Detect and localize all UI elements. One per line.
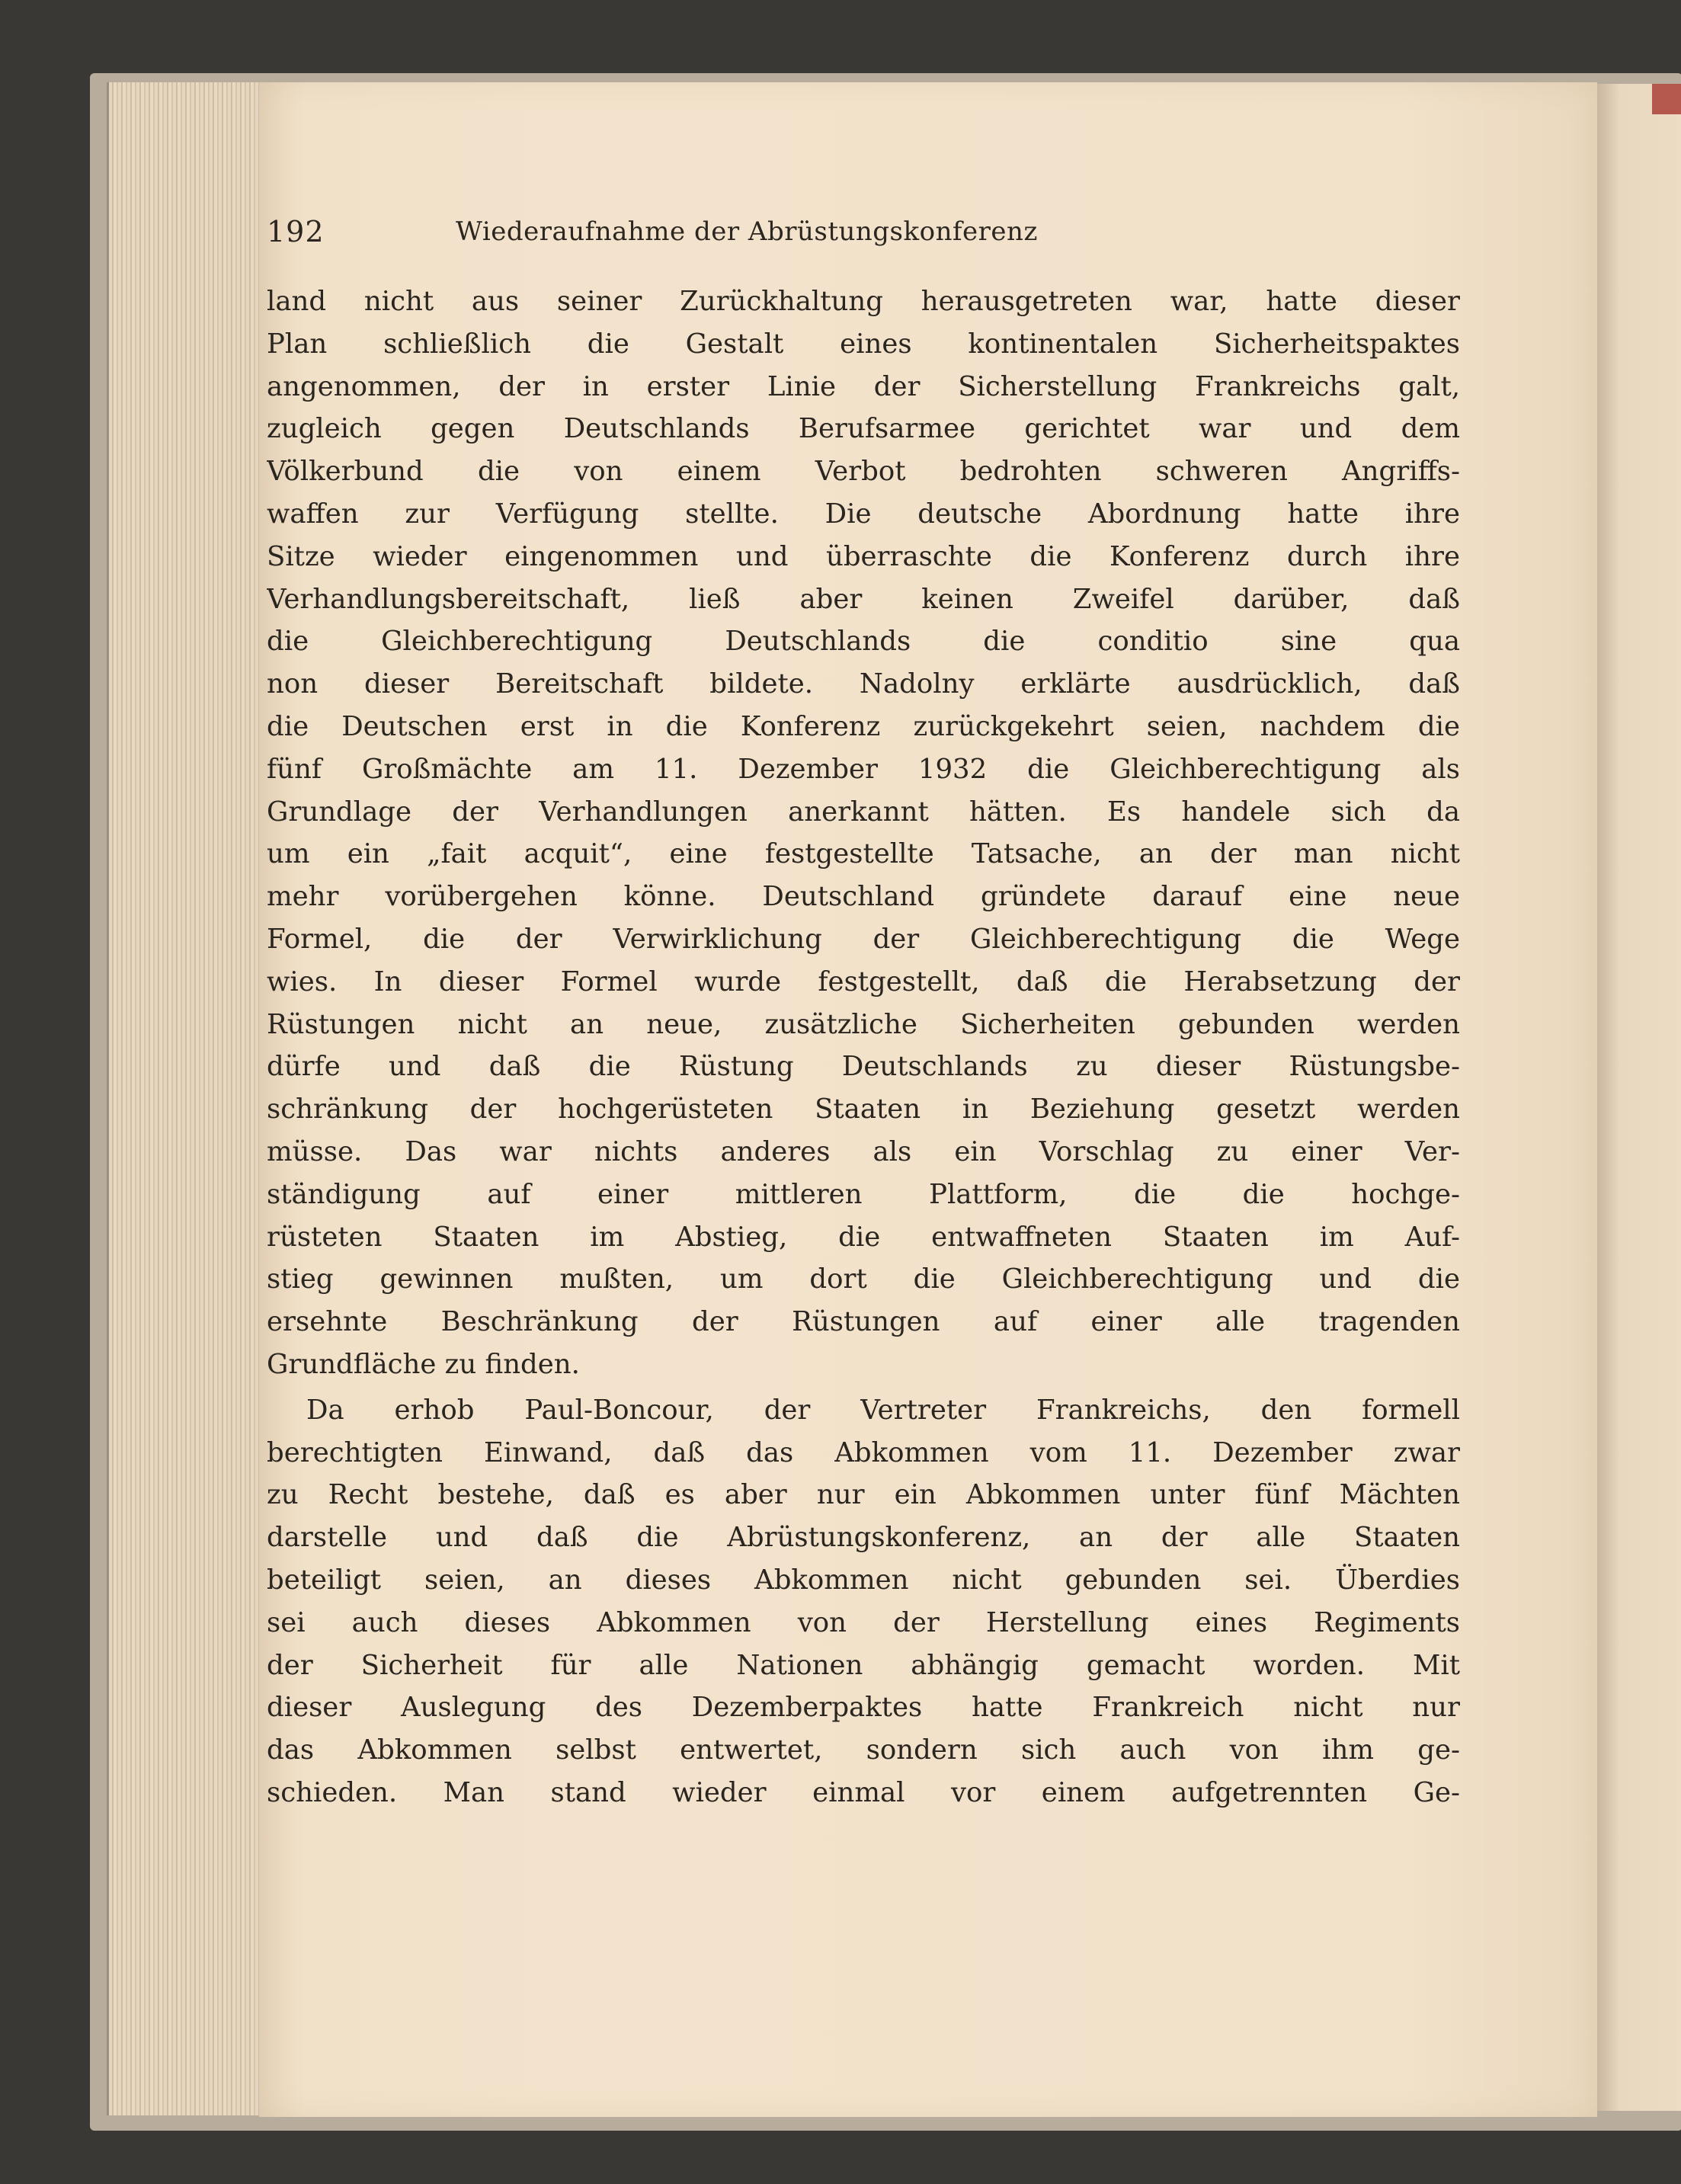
red-page-marker: [1652, 84, 1681, 114]
text-line: Verhandlungsbereitschaft, ließ aber keinen Zweifel darüber, daß: [267, 583, 1460, 615]
text-line: mehr vorübergehen könne. Deutschland gründete darauf eine neue: [267, 881, 1460, 913]
text-line: das Abkommen selbst entwertet, sondern sich auch von ihm ge-: [267, 1734, 1460, 1766]
paragraph-1: [267, 280, 1460, 1386]
text-line: schieden. Man stand wieder einmal vor einem aufgetrennten Ge-: [267, 1776, 1460, 1808]
text-line: sei auch dieses Abkommen von der Herstellung eines Regiments: [267, 1606, 1460, 1638]
paragraph-2: [267, 1389, 1460, 1814]
text-line: die Gleichberechtigung Deutschlands die conditio sine qua: [267, 626, 1460, 658]
text-line: non dieser Bereitschaft bildete. Nadolny erklärte ausdrücklich, daß: [267, 668, 1460, 700]
text-line: darstelle und daß die Abrüstungskonferenz, an der alle Staaten: [267, 1522, 1460, 1554]
text-line: ständigung auf einer mittleren Plattform, die die hochge-: [267, 1178, 1460, 1210]
text-line: Grundfläche zu finden.: [267, 1348, 580, 1380]
page-header: [267, 215, 1318, 261]
text-line: Sitze wieder eingenommen und überraschte die Konferenz durch ihre: [267, 540, 1460, 572]
text-line: Völkerbund die von einem Verbot bedrohten schweren Angriffs-: [267, 456, 1460, 488]
stacked-page-edges: [107, 82, 269, 2115]
text-line: land nicht aus seiner Zurückhaltung herausgetreten war, hatte dieser: [267, 286, 1460, 317]
running-title: Wiederaufnahme der Abrüstungskonferenz: [456, 216, 1038, 247]
text-line: zu Recht bestehe, daß es aber nur ein Abkommen unter fünf Mächten: [267, 1479, 1460, 1511]
text-line: schränkung der hochgerüsteten Staaten in Beziehung gesetzt werden: [267, 1094, 1460, 1126]
text-line: Da erhob Paul-Boncour, der Vertreter Frankreichs, den formell: [306, 1394, 1460, 1426]
text-line: zugleich gegen Deutschlands Berufsarmee gerichtet war und dem: [267, 413, 1460, 445]
text-line: beteiligt seien, an dieses Abkommen nicht gebunden sei. Überdies: [267, 1564, 1460, 1596]
text-line: die Deutschen erst in die Konferenz zurückgekehrt seien, nachdem die: [267, 710, 1460, 742]
text-line: Plan schließlich die Gestalt eines kontinentalen Sicherheitspaktes: [267, 328, 1460, 360]
text-line: Grundlage der Verhandlungen anerkannt hätten. Es handele sich da: [267, 796, 1460, 828]
text-line: Formel, die der Verwirklichung der Gleichberechtigung die Wege: [267, 923, 1460, 955]
text-line: dieser Auslegung des Dezemberpaktes hatte Frankreich nicht nur: [267, 1692, 1460, 1724]
facing-page-edge: [1596, 84, 1681, 2111]
text-line: stieg gewinnen mußten, um dort die Gleichberechtigung und die: [267, 1263, 1460, 1295]
text-line: wies. In dieser Formel wurde festgestellt, daß die Herabsetzung der: [267, 966, 1460, 998]
body-text: [267, 280, 1460, 1814]
text-line: müsse. Das war nichts anderes als ein Vorschlag zu einer Ver-: [267, 1135, 1460, 1167]
text-line: fünf Großmächte am 11. Dezember 1932 die Gleichberechtigung als: [267, 753, 1460, 785]
text-line: der Sicherheit für alle Nationen abhängig gemacht worden. Mit: [267, 1649, 1460, 1681]
text-line: rüsteten Staaten im Abstieg, die entwaffneten Staaten im Auf-: [267, 1221, 1460, 1253]
text-line: Rüstungen nicht an neue, zusätzliche Sicherheiten gebunden werden: [267, 1008, 1460, 1040]
text-line: ersehnte Beschränkung der Rüstungen auf einer alle tragenden: [267, 1306, 1460, 1338]
text-line: um ein „fait acquit“, eine festgestellte Tatsache, an der man nicht: [267, 838, 1460, 870]
text-line: waffen zur Verfügung stellte. Die deutsche Abordnung hatte ihre: [267, 498, 1460, 530]
text-line: angenommen, der in erster Linie der Sicherstellung Frankreichs galt,: [267, 370, 1460, 402]
text-line: berechtigten Einwand, daß das Abkommen vom 11. Dezember zwar: [267, 1436, 1460, 1468]
text-line: dürfe und daß die Rüstung Deutschlands zu dieser Rüstungsbe-: [267, 1051, 1460, 1083]
page-number: 192: [267, 215, 325, 248]
